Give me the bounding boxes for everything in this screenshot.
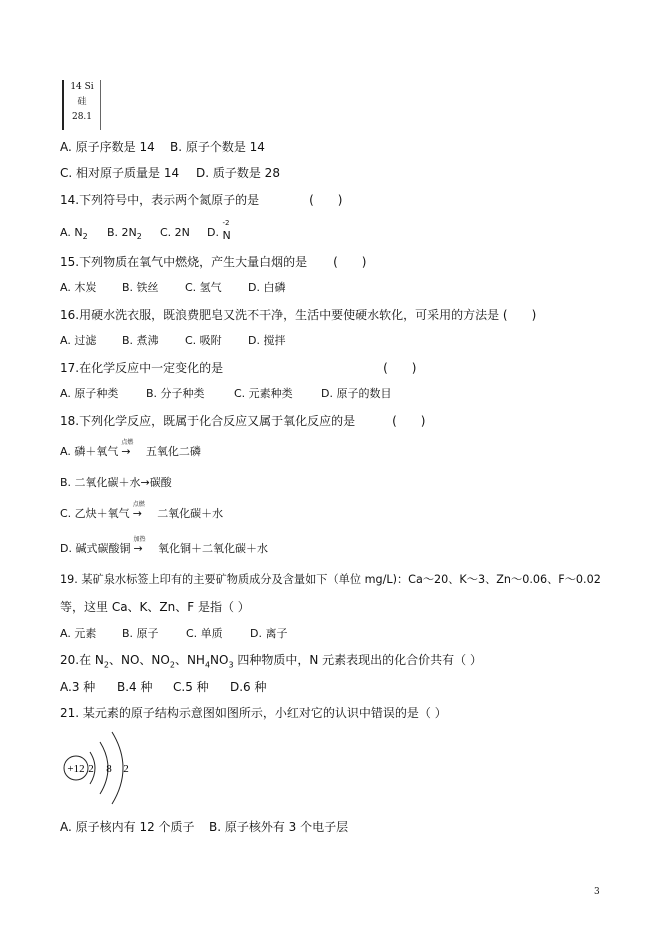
page-number: 3 [594,887,600,897]
q14-answer-paren: ( ) [309,193,343,207]
q15-options [60,280,285,296]
q19-option-c: C. 单质 [186,627,223,640]
q20-option-c: C.5 种 [173,680,209,694]
q20-stem-end: 四种物质中，N 元素表现出的化合价共有（ ） [233,653,482,667]
q17-options [60,386,391,402]
q13-option-b: B. 原子个数是 14 [170,140,265,154]
q20-option-d: D.6 种 [230,680,267,694]
q14-option-d-symbol: N [222,229,231,242]
q13-option-a: A. 原子序数是 14 [60,140,155,154]
q18-option-d [60,536,268,557]
q14-stem-line [60,192,342,208]
nucleus-charge: +12 [67,763,85,775]
q18-option-d-products: 氧化铜＋二氧化碳＋水 [157,542,268,555]
q18-option-b: B. 二氧化碳＋水→碳酸 [60,476,172,489]
q19-stem-line1: 19. 某矿泉水标签上印有的主要矿物质成分及含量如下（单位 mg/L)：Ca～20、K～3、Zn～0.06、F～0.02 [60,573,601,586]
q16-option-b: B. 煮沸 [122,334,159,347]
atom-structure-svg [60,728,150,808]
q16-options [60,333,285,349]
q18-option-a-reactants: A. 磷＋氧气 [60,445,119,458]
q20-sub-2: 2 [169,660,175,670]
q18-option-a-condition: 点燃 [121,439,134,446]
q16-option-d: D. 搅拌 [248,334,286,347]
q18-option-d-arrow: 加热 → [133,541,151,557]
q17-option-a: A. 原子种类 [60,387,119,400]
shell-3-electrons: 2 [123,763,129,775]
q15-answer-paren: ( ) [333,255,367,269]
q14-option-b-text: B. 2N [107,226,137,239]
q18-option-d-reactants: D. 碱式碳酸铜 [60,542,131,555]
q18-stem: 18.下列化学反应，既属于化合反应又属于氧化反应的是 [60,414,356,428]
shell-1-electrons: 2 [88,763,94,775]
q14-option-a-text: A. N [60,226,83,239]
q20-stem-mid-1: 、NO、NO [108,653,170,667]
q14-option-d [207,219,231,242]
q20-sub-3: 4 [204,660,211,670]
q18-option-a-products: 五氧化二磷 [145,445,201,458]
q16-stem: 16.用硬水洗衣服，既浪费肥皂又洗不干净，生活中要使硬水软化，可采用的方法是 ( ) [60,308,537,322]
q17-option-b: B. 分子种类 [146,387,205,400]
q15-stem-line [60,254,366,270]
q19-options [60,626,287,642]
q14-option-d-valence: -2 [222,219,230,227]
q19-stem-line2: 等，这里 Ca、K、Zn、F 是指（ ） [60,600,250,614]
element-card-mass: 28.1 [71,112,93,122]
q13-option-c: C. 相对原子质量是 14 [60,166,180,180]
q20-sub-1: 2 [103,660,109,670]
q20-option-a: A.3 种 [60,680,96,694]
q20-stem [60,652,482,668]
q20-sub-4: 3 [228,660,234,670]
q15-stem: 15.下列物质在氧气中燃烧，产生大量白烟的是 [60,255,308,269]
q18-option-a [60,439,201,460]
element-card-name: 硅 [77,97,87,107]
q15-option-c: C. 氢气 [185,281,222,294]
q20-option-b: B.4 种 [117,680,153,694]
shell-2-electrons: 8 [106,763,112,775]
q16-option-a: A. 过滤 [60,334,97,347]
q14-option-a-sub: 2 [82,232,88,242]
q18-option-c-reactants: C. 乙炔＋氧气 [60,507,130,520]
q18-option-d-condition: 加热 [133,536,146,543]
q16-option-c: C. 吸附 [185,334,222,347]
q17-option-c: C. 元素种类 [234,387,293,400]
q13-options-row2 [60,165,280,181]
q21-option-a: A. 原子核内有 12 个质子 [60,820,195,834]
q14-option-b [107,225,160,241]
q19-option-a: A. 元素 [60,627,97,640]
q14-options [60,219,231,242]
q14-option-b-sub: 2 [136,232,142,242]
q21-option-b: B. 原子核外有 3 个电子层 [209,820,349,834]
q15-option-b: B. 铁丝 [122,281,159,294]
q18-option-a-arrow: 点燃 → [121,444,139,460]
q17-stem-line [60,360,416,376]
q18-option-c-condition: 点燃 [132,501,145,508]
q21-stem: 21. 某元素的原子结构示意图如图所示，小红对它的认识中错误的是（ ） [60,706,447,720]
q14-option-c: C. 2N [160,226,190,239]
atom-structure-diagram [60,728,150,808]
q14-option-d-text: D. [207,226,219,239]
q19-option-b: B. 原子 [122,627,159,640]
electron-shell-3 [112,732,123,804]
q15-option-d: D. 白磷 [248,281,286,294]
q18-option-c-products: 二氧化碳＋水 [157,507,224,520]
q14-stem: 14.下列符号中，表示两个氮原子的是 [60,193,260,207]
q17-stem: 17.在化学反应中一定变化的是 [60,361,224,375]
q19-option-d: D. 离子 [250,627,288,640]
q18-option-c [60,501,224,522]
q18-answer-paren: ( ) [392,414,426,428]
q21-options [60,819,348,835]
q20-stem-mid-3: NO [210,653,229,667]
q13-options-row1 [60,139,265,155]
q14-option-a [60,225,107,241]
q15-option-a: A. 木炭 [60,281,97,294]
q18-stem-line [60,413,425,429]
element-card [62,80,101,130]
q18-option-c-arrow: 点燃 → [133,506,151,522]
q20-stem-start: 20.在 N [60,653,104,667]
q17-answer-paren: ( ) [383,361,417,375]
q20-stem-mid-2: 、NH [174,653,205,667]
q17-option-d: D. 原子的数目 [321,387,392,400]
q13-option-d: D. 质子数是 28 [196,166,280,180]
element-card-number-symbol: 14 Si [70,82,94,92]
q20-options [60,679,267,695]
